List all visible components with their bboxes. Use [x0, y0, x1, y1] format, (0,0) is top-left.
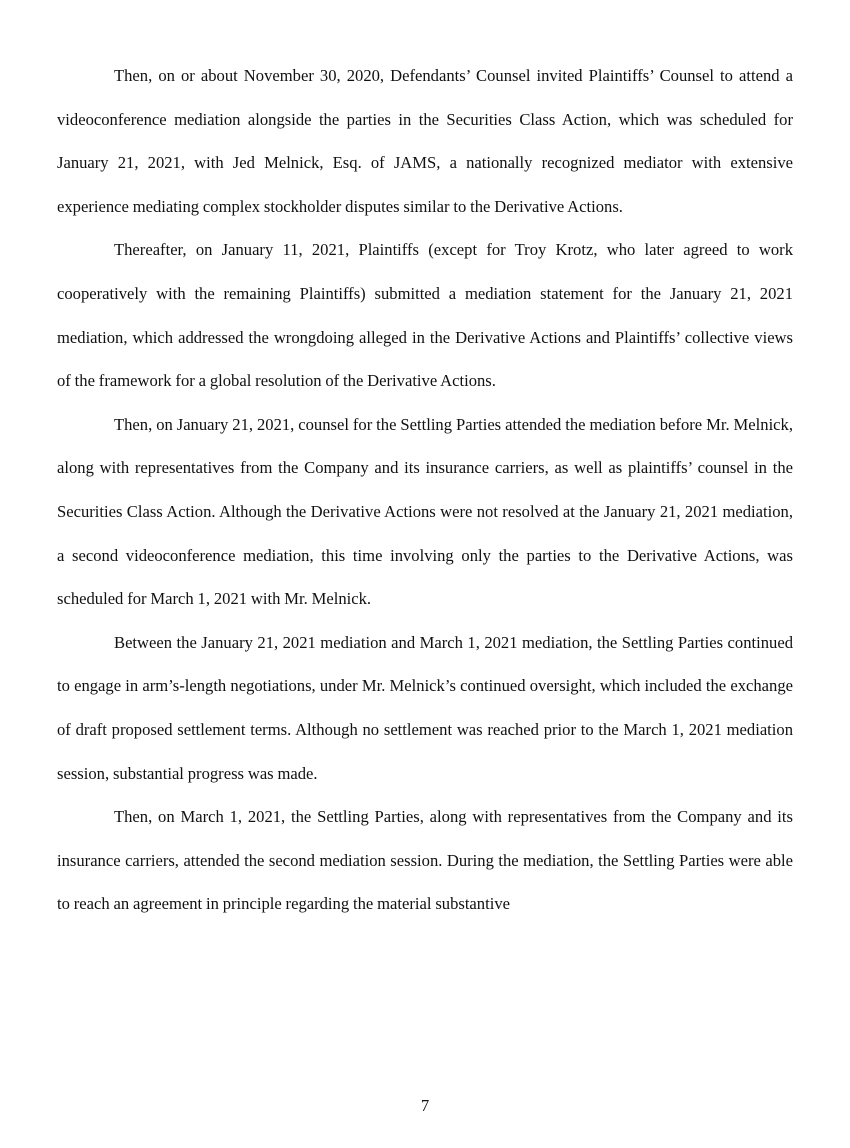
paragraph-3: Then, on January 21, 2021, counsel for the Settling Parties attended the mediation before Mr. Melnick, along with representatives from the Company and its insurance carriers, as well as plaintiffs’ counsel in the Securities Class Action. Although the Derivative Actions were not resolved at the January 21, 2021 mediation, a second videoconference mediation, this time involving only the parties to the Derivative Actions, was scheduled for March 1, 2021 with Mr. Melnick.: [57, 414, 793, 609]
body-text: [57, 54, 793, 926]
page-number: 7: [420, 1096, 430, 1115]
paragraph-1: Then, on or about November 30, 2020, Defendants’ Counsel invited Plaintiffs’ Counsel to attend a videoconference mediation alongside the parties in the Securities Class Action, which was scheduled for January 21, 2021, with Jed Melnick, Esq. of JAMS, a nationally recognized mediator with extensive experience mediating complex stockholder disputes similar to the Derivative Actions.: [57, 66, 793, 216]
paragraph-2: Thereafter, on January 11, 2021, Plaintiffs (except for Troy Krotz, who later agreed to work cooperatively with the remaining Plaintiffs) submitted a mediation statement for the January 21, 2021 mediation, which addressed the wrongdoing alleged in the Derivative Actions and Plaintiffs’ collective views of the framework for a global resolution of the Derivative Actions.: [57, 240, 793, 391]
paragraph-5: Then, on March 1, 2021, the Settling Parties, along with representatives from the Company and its insurance carriers, attended the second mediation session. During the mediation, the Settling Parties were able to reach an agreement in principle regarding the material substantive: [57, 807, 793, 914]
paragraph-4: Between the January 21, 2021 mediation and March 1, 2021 mediation, the Settling Parties continued to engage in arm’s-length negotiations, under Mr. Melnick’s continued oversight, which included the exchange of draft proposed settlement terms. Although no settlement was reached prior to the March 1, 2021 mediation session, substantial progress was made.: [57, 632, 793, 783]
